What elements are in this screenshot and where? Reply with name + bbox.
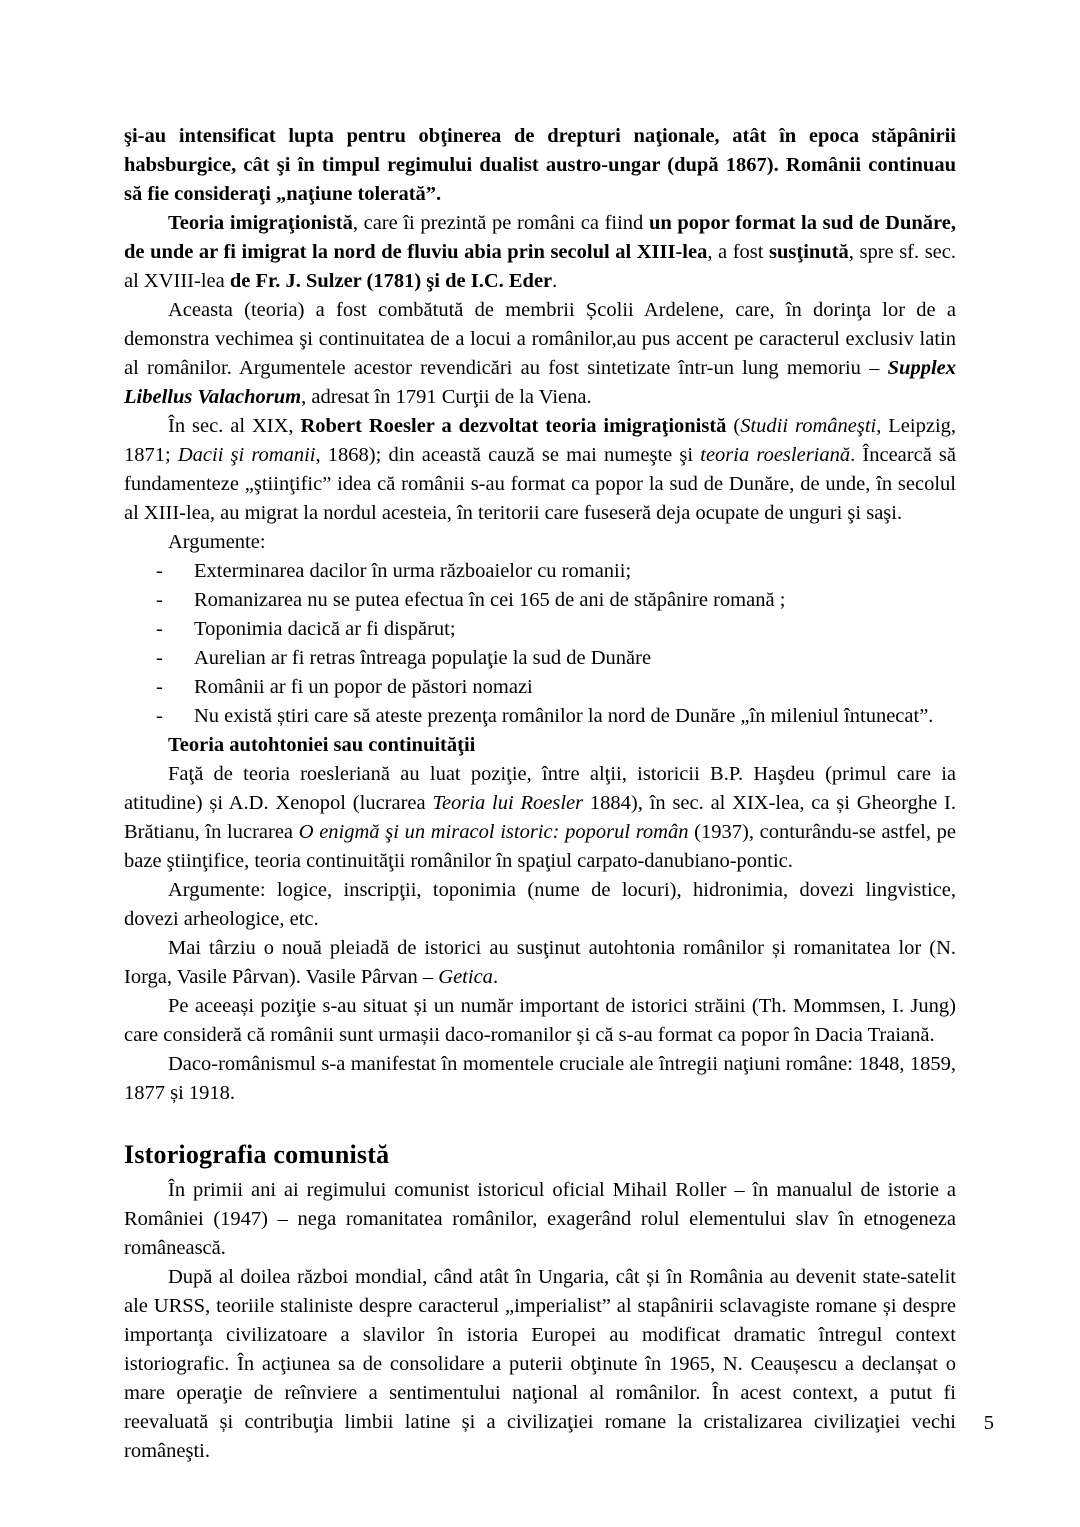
list-item (124, 586, 956, 615)
text-run: (1937), conturându-se astfel, pe baze ştiinţifice, teoria continuităţii românilor în spaţiul carpato-danubiano-pontic. (124, 821, 956, 872)
text-run: Dacii şi romanii, (177, 444, 321, 466)
text-run: Mai târziu o nouă pleiadă de istorici au susţinut autohtonia românilor și romanitatea lor (N. Iorga, Vasile Pârvan). Vasile Pârvan – (124, 937, 956, 988)
paragraph-scoala-ardeleana (124, 296, 956, 412)
text-run: , a fost (707, 241, 770, 263)
text-run: , spre sf. sec. al XVIII-lea (124, 241, 956, 292)
list-item-label: Nu există știri care să ateste prezenţa românilor la nord de Dunăre „în mileniul întunecat”. (194, 705, 934, 727)
paragraph-habsburgice (124, 122, 956, 209)
list-item (124, 644, 956, 673)
text-run: . (492, 966, 499, 988)
list-marker-dash: - (156, 589, 163, 611)
paragraph-istorici-straini (124, 992, 956, 1050)
text-run: 1884), în sec. al XIX-lea, ca și Gheorghe I. Brătianu, în lucrarea (124, 792, 956, 843)
text-run: Studii româneşti (740, 415, 877, 437)
list-item-label: Romanizarea nu se putea efectua în cei 165 de ani de stăpânire romană ; (194, 589, 786, 611)
list-marker-dash: - (156, 618, 163, 640)
text-run: Aceasta (teoria) a fost combătută de membrii Școlii Ardelene, care, în dorinţa lor de a demonstra vechimea şi continuitatea de a locui a românilor,au pus accent pe caracterul exclusiv latin al românilor. Argumentele acestor revendicări au fost sintetizate într-un lung memoriu – (124, 299, 956, 379)
paragraph-hasdeu-xenopol (124, 760, 956, 876)
text-run: După al doilea război mondial, când atât în Ungaria, cât și în România au devenit state-satelit ale URSS, teoriile staliniste despre caracterul „imperialist” al stapânirii sclavagiste romane și despre importanţa civilizatoare a slavilor în istoria Europei au modificat dramatic întregul context istoriografic. În acţiunea sa de consolidare a puterii obţinute în 1965, N. Ceaușescu a declanșat o mare operaţie de reînviere a sentimentului naţional al românilor. În acest context, a putut fi reevaluată și contribuţia limbii latine și a civilizaţiei romane la cristalizarea civilizaţiei vechi româneşti. (124, 1266, 956, 1462)
list-item (124, 615, 956, 644)
text-run: . (552, 270, 558, 292)
subheading-teoria-autohtoniei (124, 731, 956, 760)
paragraph-daco-romanismul (124, 1050, 956, 1108)
list-item (124, 673, 956, 702)
paragraph-argumente-label (124, 528, 956, 557)
text-run: Getica (438, 966, 493, 988)
text-run: Argumente: (168, 531, 266, 553)
text-run: Teoria imigraţionistă (168, 212, 353, 234)
text-run: Argumente: logice, inscripţii, toponimia (nume de locuri), hidronimia, dovezi lingvistice, dovezi arheologice, etc. (124, 879, 956, 930)
paragraph-mihail-roller (124, 1176, 956, 1263)
text-run: , adresat în 1791 Curţii de la Viena. (301, 386, 592, 408)
text-run: Teoria lui Roesler (432, 792, 584, 814)
text-run: Faţă de teoria roesleriană au luat poziţie, între alţii, istoricii B.P. Haşdeu (primul care ia atitudine) și A.D. Xenopol (lucrarea (124, 763, 956, 814)
list-item-label: Aurelian ar fi retras întreaga populaţie la sud de Dunăre (194, 647, 652, 669)
list-marker-dash: - (156, 705, 163, 727)
paragraph-argumente-autohtonie (124, 876, 956, 934)
text-run: şi-au intensificat lupta pentru obţinerea de drepturi naţionale, atât în epoca stăpânirii habsburgice, cât şi în timpul regimului dualist austro-ungar (după 1867). Românii continuau să fie consideraţi „naţiune tolerată”. (124, 125, 956, 205)
list-item (124, 557, 956, 586)
document-body (124, 122, 956, 1466)
text-run: Daco-românismul s-a manifestat în momentele cruciale ale întregii naţiuni române: 1848, 1859, 1877 și 1918. (124, 1053, 956, 1104)
text-run: Pe aceeași poziţie s-au situat și un număr important de istorici străini (Th. Mommsen, I. Jung) care consideră că românii sunt urmașii daco-romanilor și că s-au format ca popor în Dacia Traiană. (124, 995, 956, 1046)
paragraph-dupa-razboi (124, 1263, 956, 1466)
list-marker-dash: - (156, 647, 163, 669)
subheading-label: Teoria autohtoniei sau continuităţii (168, 734, 476, 756)
text-run: teoria roesleriană (700, 444, 851, 466)
heading-spacer-above (124, 1108, 956, 1138)
text-run: În primii ani ai regimului comunist istoricul oficial Mihail Roller – în manualul de istorie a României (1947) – nega romanitatea românilor, exagerând rolul elementului slav în etnogeneza românească. (124, 1179, 956, 1259)
text-run: Robert Roesler a dezvoltat teoria imigraţionistă (300, 415, 727, 437)
list-marker-dash: - (156, 676, 163, 698)
text-run: susţinută (769, 241, 849, 263)
text-run: ( (726, 415, 741, 437)
text-run: , Leipzig, 1871; (124, 415, 957, 466)
list-marker-dash: - (156, 560, 163, 582)
page-number: 5 (983, 1412, 994, 1434)
text-run: . Încearcă să fundamenteze „ştiinţific” idea că românii s-au format ca popor la sud de Dunăre, de unde, în secolul al XIII-lea, au migrat la nordul acesteia, în teritorii care fuseseră deja ocupate de unguri şi saşi. (124, 444, 957, 524)
text-run: un popor format la sud de Dunăre, de unde ar fi imigrat la nord de fluviu abia prin secolul al XIII-lea (124, 212, 956, 263)
text-run: Supplex Libellus Valachorum (124, 357, 956, 408)
paragraph-roesler (124, 412, 956, 528)
text-run: , care îi prezintă pe români ca fiind (352, 212, 649, 234)
text-run: O enigmă şi un miracol istoric: poporul român (298, 821, 689, 843)
text-run: de Fr. J. Sulzer (1781) şi de I.C. Eder (229, 270, 553, 292)
list-item-label: Exterminarea dacilor în urma războaielor cu romanii; (194, 560, 632, 582)
text-run: În sec. al XIX, (168, 415, 301, 437)
heading-istoriografia-comunista: Istoriografia comunistă (124, 1140, 390, 1169)
roesler-arguments-list (124, 557, 956, 731)
paragraph-iorga-parvan (124, 934, 956, 992)
text-run: 1868); din această cauză se mai numeşte şi (320, 444, 701, 466)
list-item-label: Toponimia dacică ar fi dispărut; (194, 618, 456, 640)
paragraph-teoria-imigrationista (124, 209, 956, 296)
list-item-label: Românii ar fi un popor de păstori nomazi (194, 676, 533, 698)
list-item (124, 702, 956, 731)
